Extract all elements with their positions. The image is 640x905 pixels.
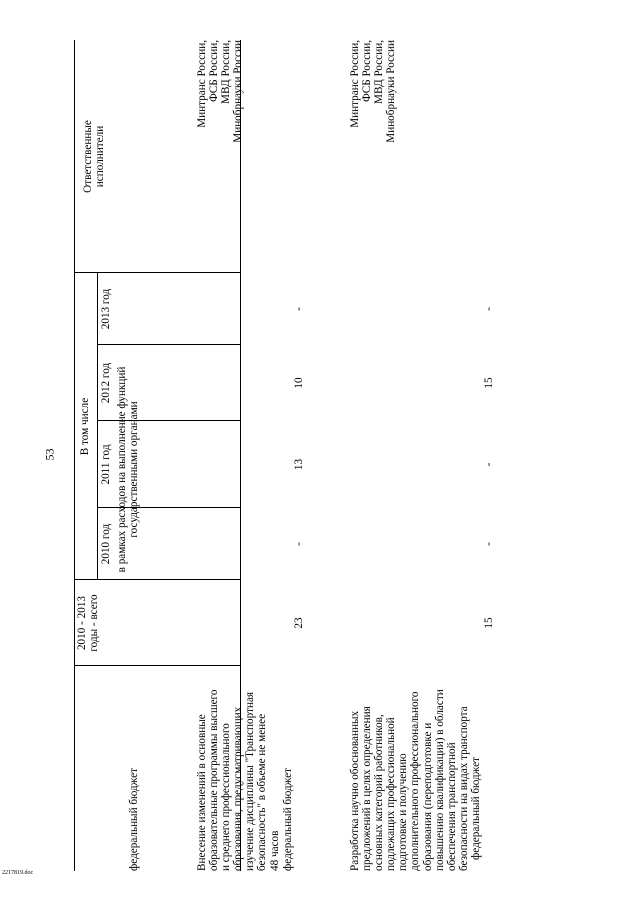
row1-description-line: образования, предусматривающих [232,706,245,871]
header-executors-line2: исполнители [94,125,107,188]
section-title-line2: государственными органами [128,401,141,538]
header-year-2012: 2012 год [100,362,112,404]
row2-2013: - [483,307,495,311]
header-period-total-line1: 2010 - 2013 [76,595,88,651]
section-title [116,273,140,666]
row1-budget-label: федеральный бюджет [281,768,294,871]
row2-description-line: подлежащих профессиональной [385,717,398,871]
row1-executor: МВД России, [220,40,233,104]
row1-executor: Минобрнауки России [232,40,245,143]
row2-description-line: образования (переподготовке и [421,722,434,871]
row1-2011: 13 [293,458,305,471]
row2-executor: ФСБ России, [361,40,374,103]
row1-2013: - [293,307,305,311]
header-year-2013: 2013 год [100,288,112,330]
header-period-total-line2: годы - всего [88,594,101,652]
row2-total: 15 [483,617,495,629]
incl-subheader-border [97,273,98,580]
row2-2012: 15 [483,377,495,389]
row2-2010: - [483,542,495,546]
row2-2011: - [483,462,495,467]
row1-description-line: Внесение изменений в основные [196,714,208,871]
row1-description-line: образовательные программы высшего [208,689,221,871]
header-executors [82,40,106,273]
header-executors-line1: Ответственные [82,120,94,193]
header-year-2011: 2011 год [100,444,112,485]
document-id: 2217819.doc [2,870,34,876]
row2-description-line: Разработка научно обоснованных [349,710,361,871]
row2-executor: МВД России, [373,40,386,104]
row2-executors [349,40,397,273]
row1-description [196,671,294,871]
row-federal-budget-label: федеральный бюджет [128,768,140,871]
table-top-border [74,40,75,871]
row2-description-line: предложений в целях определения [361,706,374,871]
row2-description-line: безопасности на видах транспорта [457,706,470,871]
row1-total: 23 [293,617,305,629]
row1-2012: 10 [293,377,305,389]
row2-description-line: повышению квалификации) в области [433,689,446,871]
row1-executor: Минтранс России, [196,40,208,128]
row1-description-line: безопасность" в объеме не менее [256,713,269,871]
header-incl: В том числе [79,397,91,456]
row1-2010: - [293,542,305,546]
header-period-total [76,580,100,666]
row1-description-line: изучение дисциплины "Транспортная [244,691,257,871]
row2-executor: Минтранс России, [349,40,361,128]
row2-budget-label: федеральный бюджет [469,757,482,860]
header-year-2010: 2010 год [100,523,112,565]
row2-description-line: дополнительного профессионального [409,691,422,871]
row2-description-line: основных категорий работников, [373,714,386,871]
section-title-line1: в рамках расходов на выполнение функций [116,366,128,573]
row1-description-line: 48 часов [268,830,281,871]
row1-executor: ФСБ России, [208,40,221,103]
row1-description-line: и среднего профессионального [220,723,233,871]
row2-description-line: обеспечения транспортной [445,742,458,871]
row2-executor: Минобрнауки России [385,40,398,143]
row1-executors [196,40,244,273]
page-number: 53 [42,448,57,461]
row2-description [349,671,482,871]
budget-table [74,40,614,871]
row2-description-line: подготовке и получению [397,753,410,871]
